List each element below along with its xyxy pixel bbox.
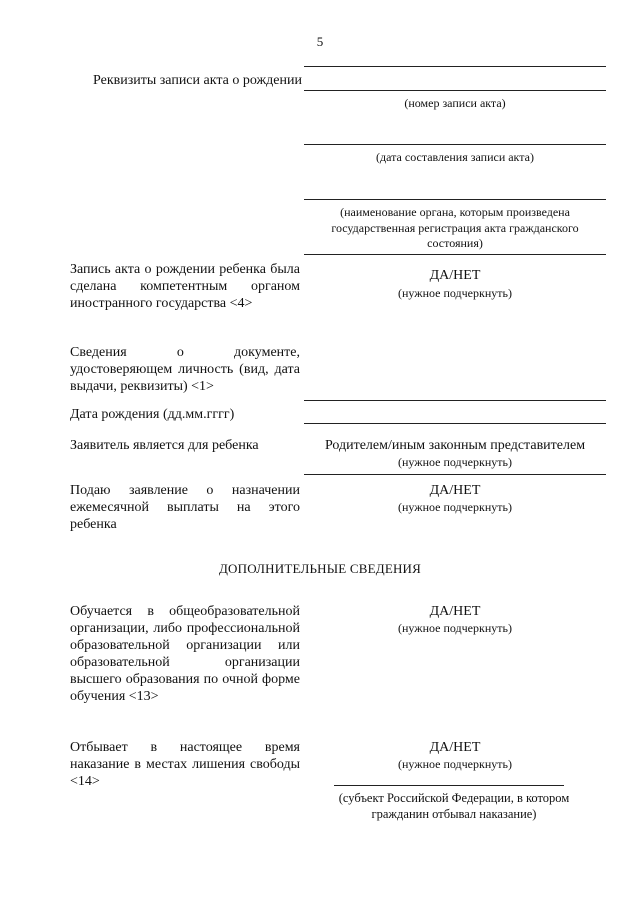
applicant-relation-hint: (нужное подчеркнуть) bbox=[398, 455, 512, 469]
record-date-line[interactable] bbox=[304, 144, 606, 145]
record-number-line[interactable] bbox=[304, 90, 606, 91]
page-number: 5 bbox=[316, 34, 324, 49]
authority-caption: (наименование органа, которым произведена государственная регистрация акта гражданского состояния) bbox=[331, 205, 579, 250]
identity-document-label: Сведения о документе, удостоверяющем личность (вид, дата выдачи, реквизиты) <1> bbox=[70, 345, 300, 394]
additional-section-title: ДОПОЛНИТЕЛЬНЫЕ СВЕДЕНИЯ bbox=[218, 561, 422, 576]
birth-record-label: Реквизиты записи акта о рождении bbox=[93, 73, 302, 88]
imprisonment-value[interactable]: ДА/НЕТ bbox=[429, 740, 481, 755]
region-caption: (субъект Российской Федерации, в котором гражданин отбывал наказание) bbox=[338, 791, 570, 821]
foreign-record-label: Запись акта о рождении ребенка была сделана компетентным органом иностранного государства <4> bbox=[70, 262, 300, 311]
imprisonment-label: Отбывает в настоящее время наказание в местах лишения свободы <14> bbox=[70, 740, 300, 789]
education-label: Обучается в общеобразовательной организации, либо профессиональной образовательной организации или образовательной организации высшего образования по очной форме обучения <13> bbox=[70, 604, 300, 704]
record-number-caption: (номер записи акта) bbox=[404, 96, 506, 110]
identity-document-line[interactable] bbox=[304, 400, 606, 401]
region-line[interactable] bbox=[334, 785, 564, 786]
birth-date-line[interactable] bbox=[304, 423, 606, 424]
applicant-relation-label: Заявитель является для ребенка bbox=[70, 438, 259, 453]
applicant-relation-line bbox=[304, 474, 606, 475]
foreign-record-value[interactable]: ДА/НЕТ bbox=[429, 268, 481, 283]
authority-bottom-line bbox=[304, 254, 606, 255]
monthly-payment-value[interactable]: ДА/НЕТ bbox=[429, 483, 481, 498]
education-hint: (нужное подчеркнуть) bbox=[398, 621, 512, 635]
imprisonment-hint: (нужное подчеркнуть) bbox=[398, 757, 512, 771]
education-value[interactable]: ДА/НЕТ bbox=[429, 604, 481, 619]
authority-line[interactable] bbox=[304, 199, 606, 200]
record-date-caption: (дата составления записи акта) bbox=[376, 150, 534, 164]
monthly-payment-hint: (нужное подчеркнуть) bbox=[398, 500, 512, 514]
birth-record-top-line bbox=[304, 66, 606, 67]
applicant-relation-value[interactable]: Родителем/иным законным представителем bbox=[324, 438, 586, 453]
birth-date-label: Дата рождения (дд.мм.гггг) bbox=[70, 407, 235, 422]
foreign-record-hint: (нужное подчеркнуть) bbox=[398, 286, 512, 300]
monthly-payment-label: Подаю заявление о назначении ежемесячной выплаты на этого ребенка bbox=[70, 483, 300, 532]
